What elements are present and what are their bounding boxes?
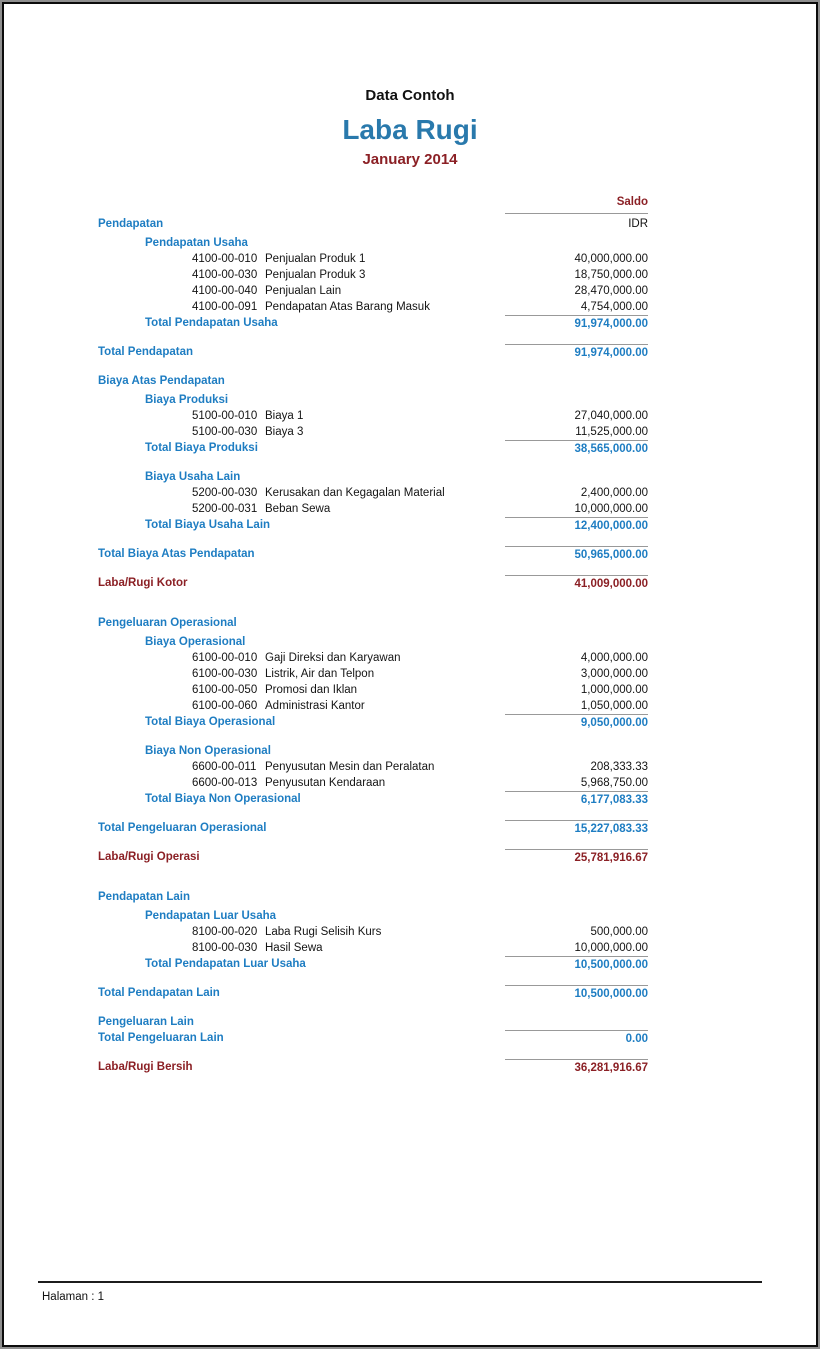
account-label — [98, 698, 505, 714]
report-row — [98, 485, 648, 501]
row-label: Total Pendapatan Luar Usaha — [145, 958, 306, 970]
account-name: Listrik, Air dan Telpon — [265, 668, 375, 680]
account-name: Penjualan Produk 1 — [265, 253, 366, 265]
row-amount: 2,400,000.00 — [580, 487, 648, 499]
row-amount: 11,525,000.00 — [575, 426, 648, 438]
company-name: Data Contoh — [365, 87, 455, 104]
report-row — [98, 235, 648, 251]
account-code: 4100-00-091 — [192, 301, 258, 313]
row-amount: 18,750,000.00 — [574, 269, 648, 281]
report-row — [98, 299, 648, 315]
report-header — [4, 88, 816, 168]
report-row — [98, 408, 648, 424]
account-name: Penjualan Lain — [265, 285, 342, 297]
row-label: Pengeluaran Operasional — [98, 617, 237, 629]
row-amount: 27,040,000.00 — [574, 410, 648, 422]
report-row — [98, 759, 648, 775]
row-label: Total Pengeluaran Operasional — [98, 822, 267, 834]
row-label: Pendapatan Usaha — [145, 237, 248, 249]
row-amount: 91,974,000.00 — [505, 344, 648, 361]
account-code: 6600-00-011 — [192, 761, 257, 773]
row-amount: 40,000,000.00 — [574, 253, 648, 265]
report-row — [98, 615, 648, 631]
account-code: 6100-00-010 — [192, 652, 258, 664]
row-label: Laba/Rugi Operasi — [98, 851, 200, 863]
row-label: Total Pendapatan Lain — [98, 987, 220, 999]
account-name: Beban Sewa — [265, 503, 331, 515]
account-code: 5100-00-010 — [192, 410, 258, 422]
row-amount: 10,500,000.00 — [505, 956, 648, 973]
row-amount: 10,000,000.00 — [574, 503, 648, 515]
report-row — [98, 1030, 648, 1047]
footer-divider — [38, 1281, 762, 1283]
account-name: Penyusutan Kendaraan — [265, 777, 386, 789]
report-row — [98, 1014, 648, 1030]
account-label — [98, 650, 505, 666]
row-amount: 500,000.00 — [590, 926, 648, 938]
row-amount: 41,009,000.00 — [505, 575, 648, 592]
row-label: Total Pendapatan Usaha — [145, 317, 278, 329]
report-row — [98, 1059, 648, 1076]
account-name: Gaji Direksi dan Karyawan — [265, 652, 401, 664]
account-label — [98, 424, 505, 440]
account-name: Kerusakan dan Kegagalan Material — [265, 487, 445, 499]
report-row — [98, 820, 648, 837]
row-amount: 6,177,083.33 — [505, 791, 648, 808]
row-amount: 4,000,000.00 — [580, 652, 648, 664]
row-amount: 1,000,000.00 — [580, 684, 648, 696]
report-row — [98, 501, 648, 517]
report-row — [98, 666, 648, 682]
account-code: 6600-00-013 — [192, 777, 258, 789]
account-label — [98, 940, 505, 956]
page-number-label: Halaman : 1 — [42, 1291, 105, 1303]
report-row — [98, 849, 648, 866]
row-label: Laba/Rugi Kotor — [98, 577, 188, 589]
account-label — [98, 666, 505, 682]
account-code: 5200-00-031 — [192, 503, 258, 515]
row-label: Total Biaya Usaha Lain — [145, 519, 271, 531]
account-name: Biaya 1 — [265, 410, 304, 422]
row-amount: 12,400,000.00 — [505, 517, 648, 534]
report-row — [98, 517, 648, 534]
account-code: 4100-00-030 — [192, 269, 258, 281]
row-amount: 38,565,000.00 — [505, 440, 648, 457]
row-label: Total Biaya Operasional — [145, 716, 276, 728]
row-amount: 10,500,000.00 — [505, 985, 648, 1002]
row-amount: IDR — [628, 218, 648, 230]
report-row — [98, 469, 648, 485]
report-row — [98, 956, 648, 973]
row-label: Biaya Atas Pendapatan — [98, 375, 225, 387]
row-label: Biaya Produksi — [145, 394, 229, 406]
row-amount: 5,968,750.00 — [580, 777, 648, 789]
report-title: Laba Rugi — [342, 114, 478, 145]
row-label: Laba/Rugi Bersih — [98, 1061, 193, 1073]
account-label — [98, 485, 505, 501]
row-amount: 15,227,083.33 — [505, 820, 648, 837]
report-row — [98, 575, 648, 592]
row-amount: 0.00 — [505, 1030, 648, 1047]
account-code: 6100-00-050 — [192, 684, 258, 696]
account-name: Promosi dan Iklan — [265, 684, 358, 696]
account-label — [98, 759, 505, 775]
account-name: Pendapatan Atas Barang Masuk — [265, 301, 430, 313]
row-label: Pendapatan — [98, 218, 164, 230]
report-period: January 2014 — [362, 151, 458, 168]
report-row — [98, 889, 648, 905]
report-row — [98, 546, 648, 563]
account-code: 6100-00-030 — [192, 668, 258, 680]
row-label: Total Biaya Atas Pendapatan — [98, 548, 255, 560]
row-amount: 208,333.33 — [590, 761, 648, 773]
account-name: Penyusutan Mesin dan Peralatan — [265, 761, 435, 773]
row-label: Total Pendapatan — [98, 346, 193, 358]
account-label — [98, 267, 505, 283]
row-label: Pengeluaran Lain — [98, 1016, 194, 1028]
row-amount: 4,754,000.00 — [580, 301, 648, 313]
report-page-frame — [2, 2, 818, 1347]
row-label: Total Biaya Non Operasional — [145, 793, 301, 805]
account-code: 6100-00-060 — [192, 700, 258, 712]
row-amount: 36,281,916.67 — [505, 1059, 648, 1076]
account-label — [98, 408, 505, 424]
report-row — [98, 698, 648, 714]
report-row — [98, 344, 648, 361]
report-row — [98, 634, 648, 650]
row-label: Pendapatan Luar Usaha — [145, 910, 277, 922]
report-row — [98, 908, 648, 924]
row-label: Biaya Operasional — [145, 636, 246, 648]
report-row — [98, 194, 648, 216]
report-row — [98, 714, 648, 731]
report-row — [98, 775, 648, 791]
row-label: Total Pengeluaran Lain — [98, 1032, 224, 1044]
account-label — [98, 251, 505, 267]
report-row — [98, 283, 648, 299]
row-label: Pendapatan Lain — [98, 891, 191, 903]
row-amount: Saldo — [505, 194, 648, 214]
account-code: 5200-00-030 — [192, 487, 258, 499]
report-row — [98, 373, 648, 389]
row-amount: 28,470,000.00 — [574, 285, 648, 297]
account-label — [98, 775, 505, 791]
account-label — [98, 924, 505, 940]
report-row — [98, 985, 648, 1002]
report-rows — [98, 194, 648, 1076]
account-label — [98, 283, 505, 299]
account-code: 5100-00-030 — [192, 426, 258, 438]
row-amount: 10,000,000.00 — [574, 942, 648, 954]
row-amount: 1,050,000.00 — [580, 700, 648, 712]
report-row — [98, 743, 648, 759]
account-name: Biaya 3 — [265, 426, 304, 438]
account-code: 4100-00-040 — [192, 285, 258, 297]
row-amount: 91,974,000.00 — [505, 315, 648, 332]
account-label — [98, 682, 505, 698]
account-name: Hasil Sewa — [265, 942, 323, 954]
report-row — [98, 791, 648, 808]
report-row — [98, 650, 648, 666]
row-label: Total Biaya Produksi — [145, 442, 258, 454]
report-row — [98, 924, 648, 940]
report-row — [98, 251, 648, 267]
account-code: 4100-00-010 — [192, 253, 258, 265]
account-name: Laba Rugi Selisih Kurs — [265, 926, 382, 938]
report-row — [98, 216, 648, 232]
report-row — [98, 392, 648, 408]
row-label: Biaya Non Operasional — [145, 745, 271, 757]
row-amount: 50,965,000.00 — [505, 546, 648, 563]
account-code: 8100-00-030 — [192, 942, 258, 954]
account-code: 8100-00-020 — [192, 926, 258, 938]
row-amount: 25,781,916.67 — [505, 849, 648, 866]
row-amount: 3,000,000.00 — [580, 668, 648, 680]
row-label: Biaya Usaha Lain — [145, 471, 241, 483]
account-name: Administrasi Kantor — [265, 700, 365, 712]
report-row — [98, 315, 648, 332]
row-amount: 9,050,000.00 — [505, 714, 648, 731]
report-row — [98, 682, 648, 698]
account-label — [98, 299, 505, 315]
account-name: Penjualan Produk 3 — [265, 269, 366, 281]
report-row — [98, 424, 648, 440]
report-row — [98, 940, 648, 956]
report-row — [98, 267, 648, 283]
report-row — [98, 440, 648, 457]
account-label — [98, 501, 505, 517]
